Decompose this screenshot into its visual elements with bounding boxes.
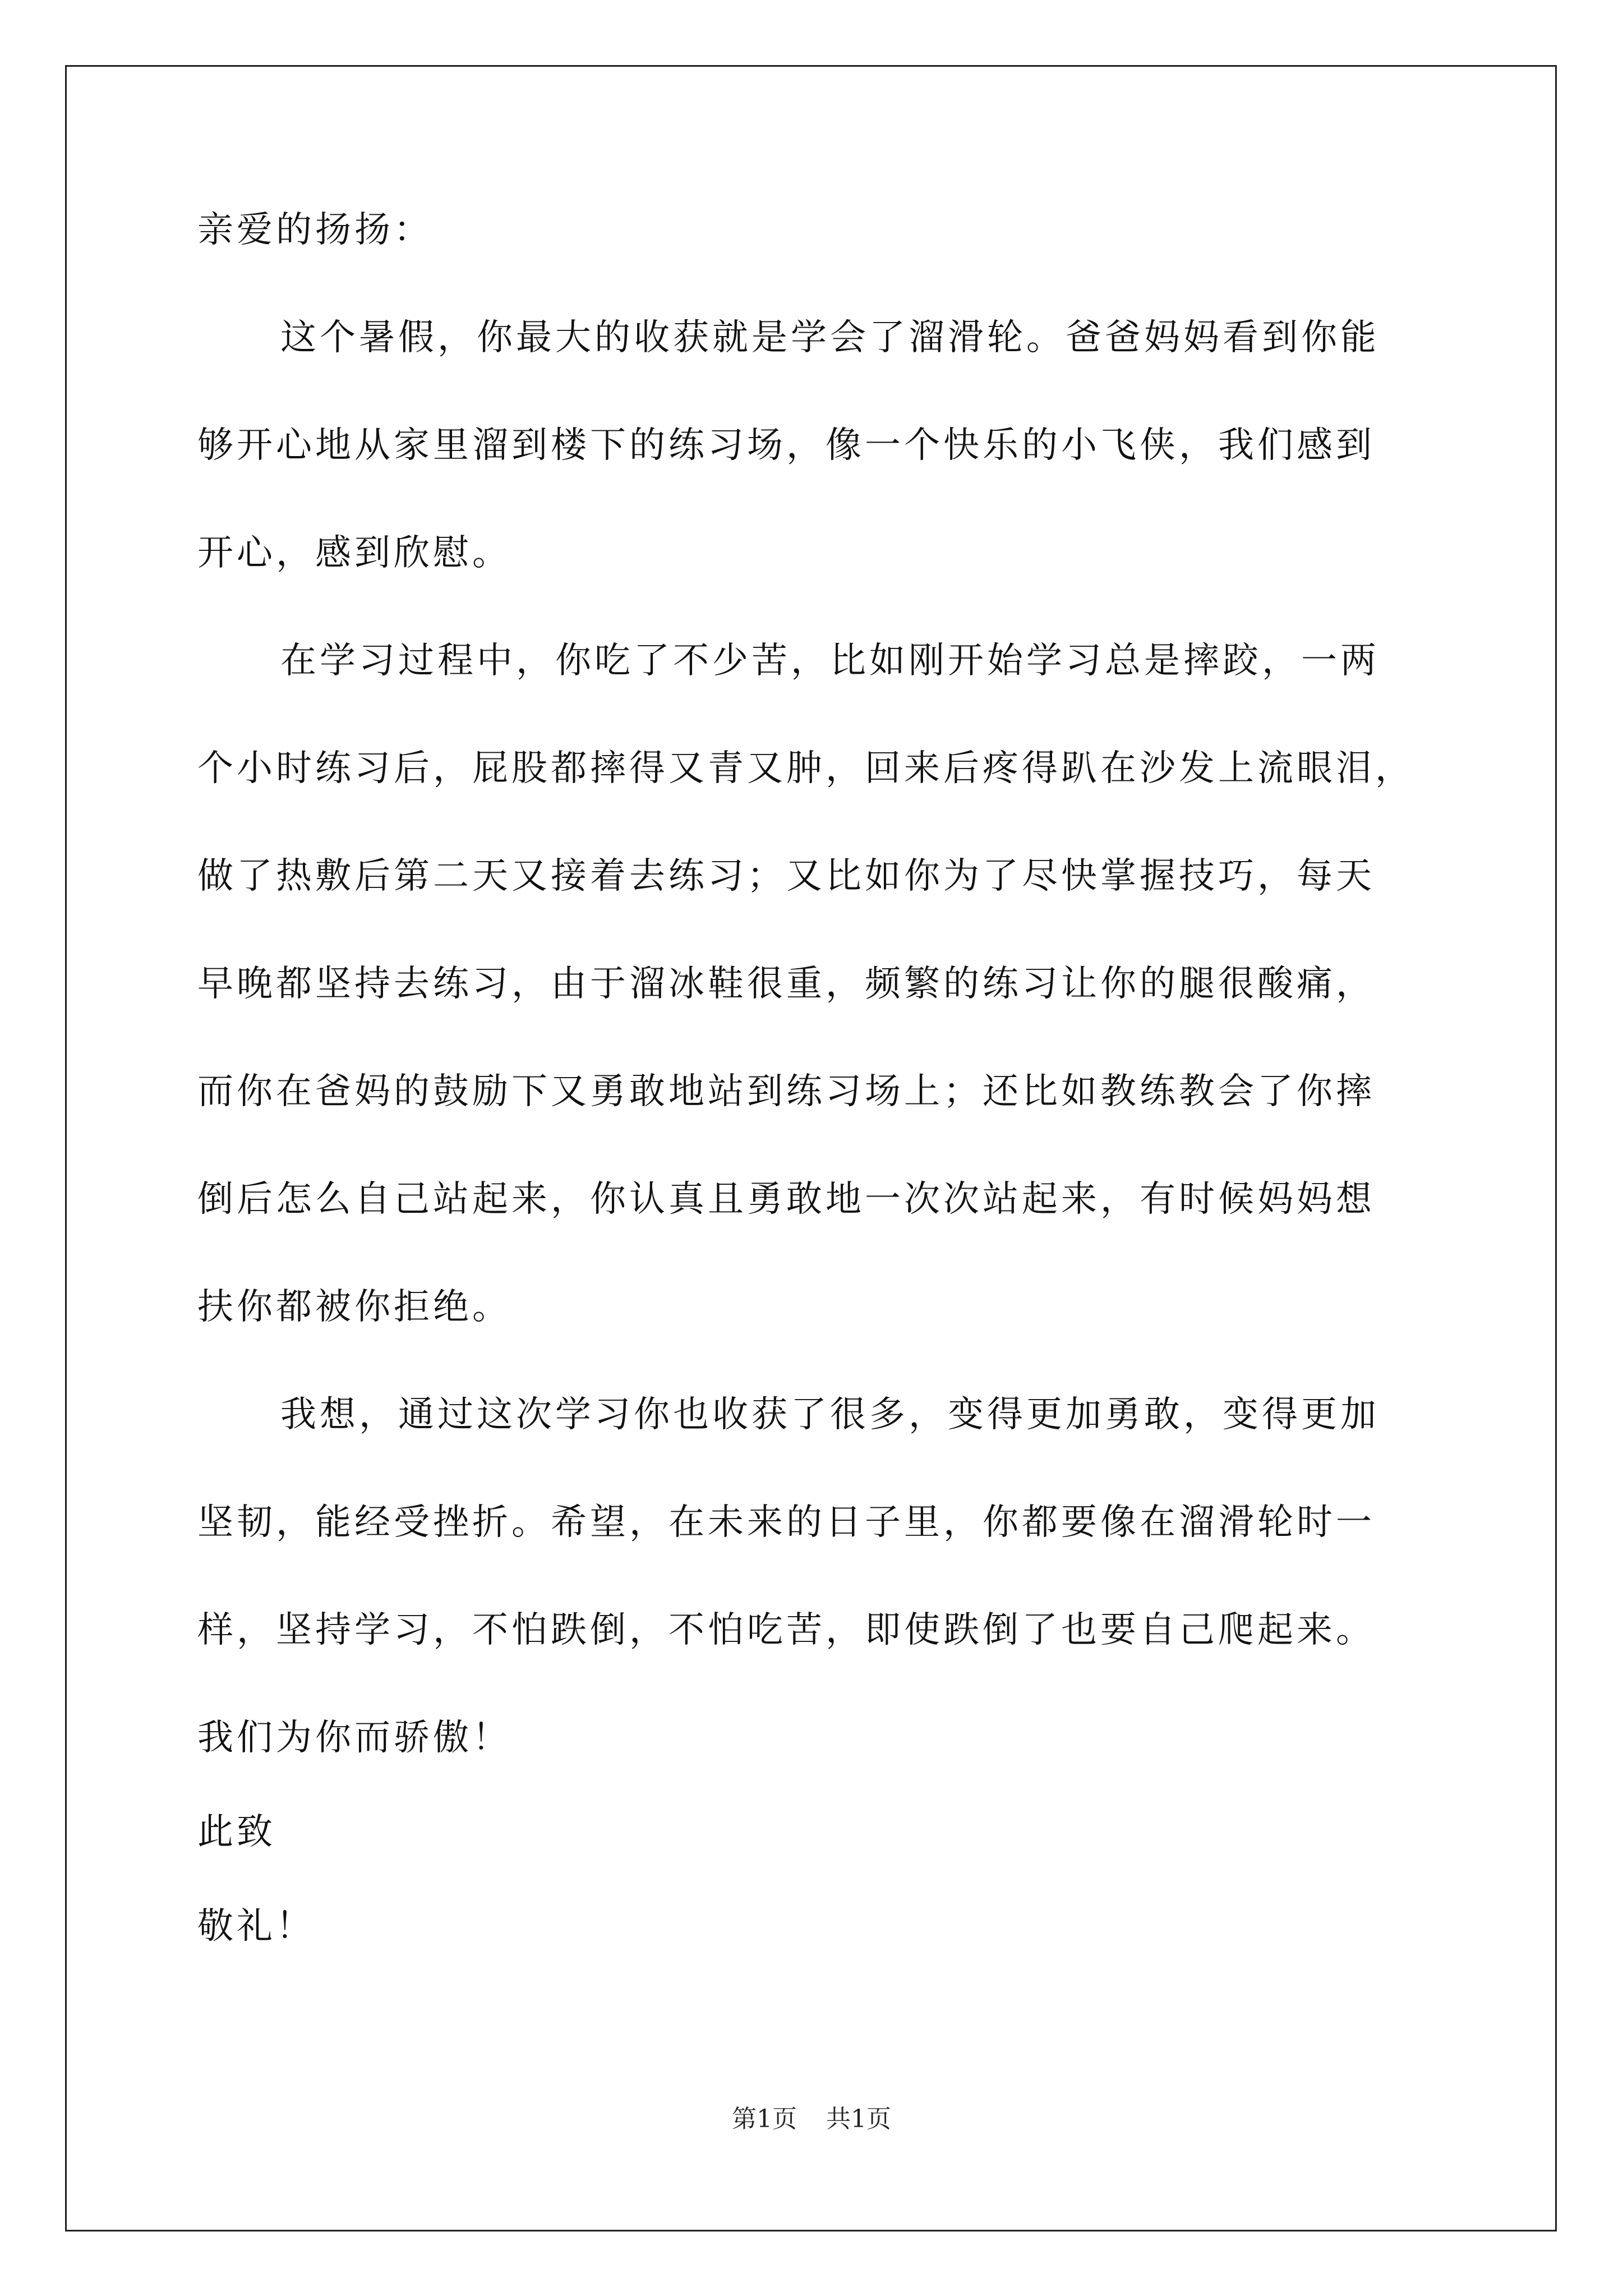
paragraph-2-line-4: 早晚都坚持去练习，由于溜冰鞋很重，频繁的练习让你的腿很酸痛，	[197, 963, 1375, 1005]
paragraph-2-line-3: 做了热敷后第二天又接着去练习；又比如你为了尽快掌握技巧，每天	[197, 855, 1375, 897]
paragraph-1-line-3: 开心，感到欣慰。	[197, 532, 511, 574]
paragraph-2-line-1: 在学习过程中，你吃了不少苦，比如刚开始学习总是摔跤，一两	[280, 640, 1380, 682]
paragraph-2-line-2: 个小时练习后，屁股都摔得又青又肿，回来后疼得趴在沙发上流眼泪，	[197, 748, 1414, 789]
page-number: 第1页	[732, 2105, 797, 2133]
paragraph-3-line-2: 坚韧，能经受挫折。希望，在未来的日子里，你都要像在溜滑轮时一	[197, 1502, 1375, 1543]
paragraph-1-line-1: 这个暑假，你最大的收获就是学会了溜滑轮。爸爸妈妈看到你能	[280, 317, 1380, 358]
paragraph-1-line-2: 够开心地从家里溜到楼下的练习场，像一个快乐的小飞侠，我们感到	[197, 425, 1375, 466]
paragraph-3-line-3: 样，坚持学习，不怕跌倒，不怕吃苦，即使跌倒了也要自己爬起来。	[197, 1609, 1375, 1651]
closing-salutation: 此致	[197, 1811, 276, 1853]
paragraph-3-line-4: 我们为你而骄傲！	[197, 1717, 511, 1759]
letter-greeting: 亲爱的扬扬：	[197, 209, 433, 251]
paragraph-3-line-1: 我想，通过这次学习你也收获了很多，变得更加勇敢，变得更加	[280, 1394, 1380, 1435]
page-total: 共1页	[826, 2105, 891, 2133]
letter-body	[197, 209, 1426, 2016]
paragraph-2-line-6: 倒后怎么自己站起来，你认真且勇敢地一次次站起来，有时候妈妈想	[197, 1179, 1375, 1220]
paragraph-2-line-7: 扶你都被你拒绝。	[197, 1286, 511, 1328]
paragraph-2-line-5: 而你在爸妈的鼓励下又勇敢地站到练习场上；还比如教练教会了你摔	[197, 1071, 1375, 1112]
page-footer	[0, 2107, 1623, 2132]
closing-regards: 敬礼！	[197, 1906, 315, 1947]
